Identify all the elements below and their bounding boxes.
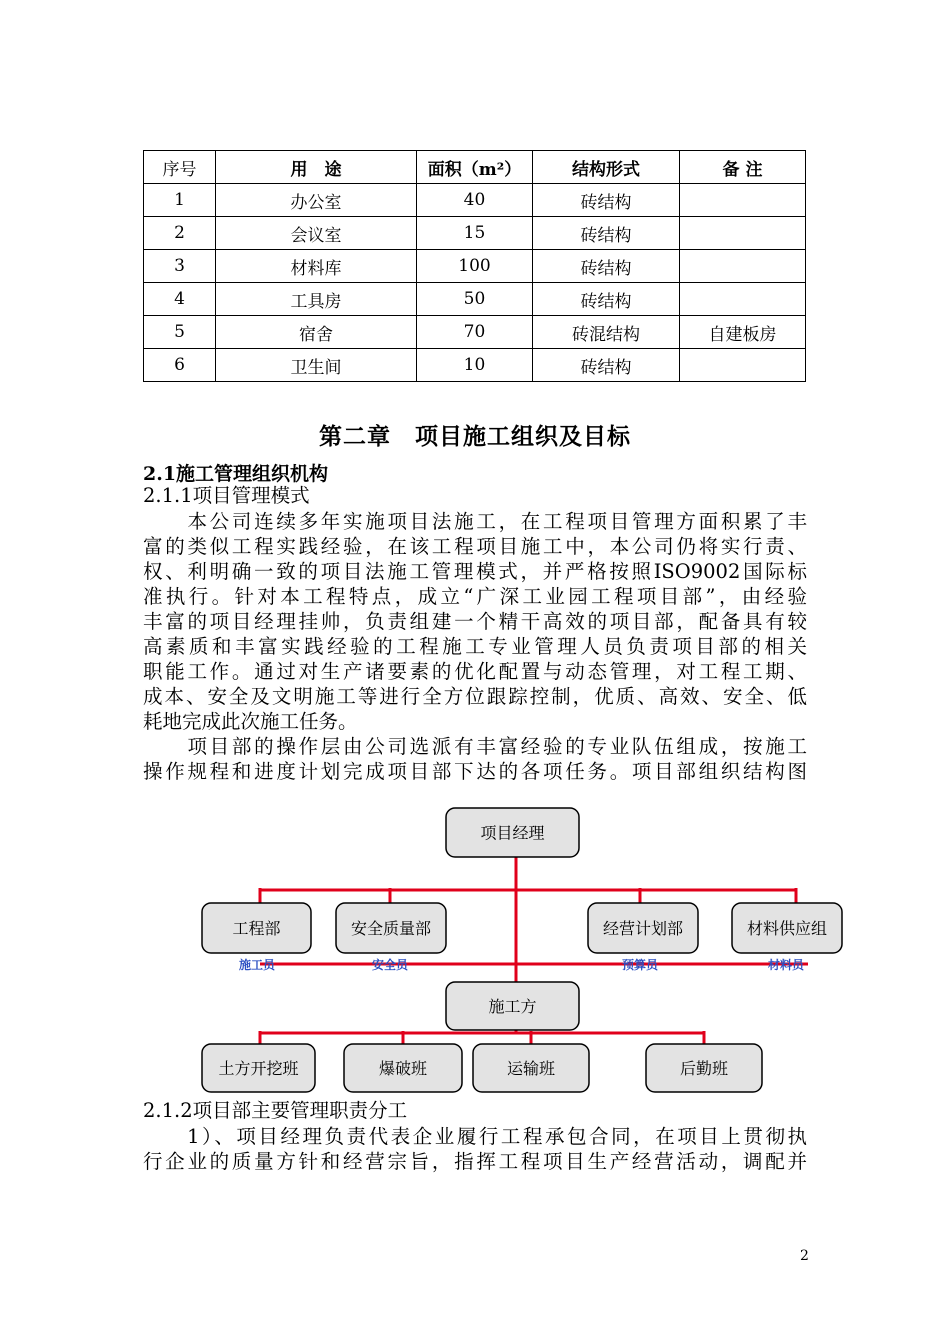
org-node-team-label: 土方开挖班 [218, 1059, 299, 1078]
org-node-department-label: 材料供应组 [746, 919, 828, 938]
cell-area: 100 [417, 250, 533, 283]
paragraph-line: 权、利明确一致的项目法施工管理模式，并严格按照ISO9002国际标 [143, 560, 807, 583]
cell-area: 70 [417, 316, 533, 349]
cell-area: 15 [417, 217, 533, 250]
cell-usage: 会议室 [216, 217, 417, 250]
org-role-label: 材料员 [767, 958, 805, 972]
header-structure: 结构形式 [533, 151, 680, 184]
cell-structure: 砖结构 [533, 283, 680, 316]
paragraph-line: 丰富的项目经理挂帅，负责组建一个精干高效的项目部，配备具有较 [143, 610, 807, 633]
subsection-title: 2.1.1项目管理模式 [143, 484, 310, 507]
cell-area: 50 [417, 283, 533, 316]
header-area: 面积（m²） [417, 151, 533, 184]
cell-index: 6 [144, 349, 216, 382]
header-usage: 用 途 [216, 151, 417, 184]
paragraph-line: 行企业的质量方针和经营宗旨，指挥工程项目生产经营活动，调配并 [143, 1150, 807, 1173]
cell-structure: 砖结构 [533, 184, 680, 217]
org-role-label: 预算员 [621, 958, 659, 972]
cell-usage: 材料库 [216, 250, 417, 283]
section-title: 2.1施工管理组织机构 [143, 463, 329, 485]
org-node-team-label: 运输班 [506, 1059, 556, 1078]
cell-usage: 卫生间 [216, 349, 417, 382]
cell-area: 10 [417, 349, 533, 382]
paragraph-line: 成本、安全及文明施工等进行全方位跟踪控制，优质、高效、安全、低 [143, 685, 807, 708]
page-number: 2 [800, 1248, 809, 1264]
cell-usage: 办公室 [216, 184, 417, 217]
org-node-department [732, 903, 842, 953]
cell-structure: 砖结构 [533, 217, 680, 250]
paragraph-line: 准执行。针对本工程特点，成立“广深工业园工程项目部”，由经验 [143, 585, 807, 608]
cell-area: 40 [417, 184, 533, 217]
org-role-label: 安全员 [371, 958, 409, 972]
org-node-contractor-label: 施工方 [488, 997, 537, 1016]
cell-remark: 自建板房 [680, 316, 806, 349]
org-role-label: 施工员 [238, 958, 276, 972]
org-node-team [473, 1044, 589, 1092]
org-node-team [646, 1044, 762, 1092]
org-node-manager [446, 808, 579, 857]
paragraph-line: 职能工作。通过对生产诸要素的优化配置与动态管理，对工程工期、 [143, 660, 807, 683]
paragraph-line: 耗地完成此次施工任务。 [143, 710, 358, 733]
cell-index: 1 [144, 184, 216, 217]
org-node-department-label: 安全质量部 [350, 919, 432, 938]
org-node-team [344, 1044, 462, 1092]
org-chart-nodes [202, 808, 842, 1092]
cell-usage: 宿舍 [216, 316, 417, 349]
cell-index: 4 [144, 283, 216, 316]
cell-structure: 砖结构 [533, 250, 680, 283]
paragraph-line: 项目部的操作层由公司选派有丰富经验的专业队伍组成，按施工 [143, 735, 807, 758]
paragraph-line: 本公司连续多年实施项目法施工，在工程项目管理方面积累了丰 [143, 510, 807, 533]
paragraph-line: 富的类似工程实践经验，在该工程项目施工中，本公司仍将实行责、 [143, 535, 807, 558]
subsection-title: 2.1.2项目部主要管理职责分工 [143, 1099, 408, 1122]
header-index: 序号 [144, 151, 216, 184]
cell-index: 5 [144, 316, 216, 349]
cell-structure: 砖混结构 [533, 316, 680, 349]
cell-structure: 砖结构 [533, 349, 680, 382]
org-node-team-label: 爆破班 [378, 1059, 428, 1078]
chapter-title: 第二章 项目施工组织及目标 [319, 423, 631, 450]
org-node-department-label: 经营计划部 [602, 919, 684, 938]
org-node-department [336, 903, 446, 953]
org-node-department-label: 工程部 [232, 919, 281, 938]
org-node-department [588, 903, 698, 953]
paragraph-line: 操作规程和进度计划完成项目部下达的各项任务。项目部组织结构图 [143, 760, 807, 783]
paragraph-line: 1）、项目经理负责代表企业履行工程承包合同，在项目上贯彻执 [143, 1125, 807, 1148]
cell-usage: 工具房 [216, 283, 417, 316]
org-node-contractor [446, 982, 579, 1030]
org-node-department [202, 903, 311, 953]
paragraph-line: 高素质和丰富实践经验的工程施工专业管理人员负责项目部的相关 [143, 635, 807, 658]
org-node-team-label: 后勤班 [679, 1059, 729, 1078]
cell-index: 2 [144, 217, 216, 250]
org-node-team [202, 1044, 315, 1092]
header-remark: 备 注 [680, 151, 806, 184]
cell-index: 3 [144, 250, 216, 283]
org-node-manager-label: 项目经理 [480, 823, 545, 843]
